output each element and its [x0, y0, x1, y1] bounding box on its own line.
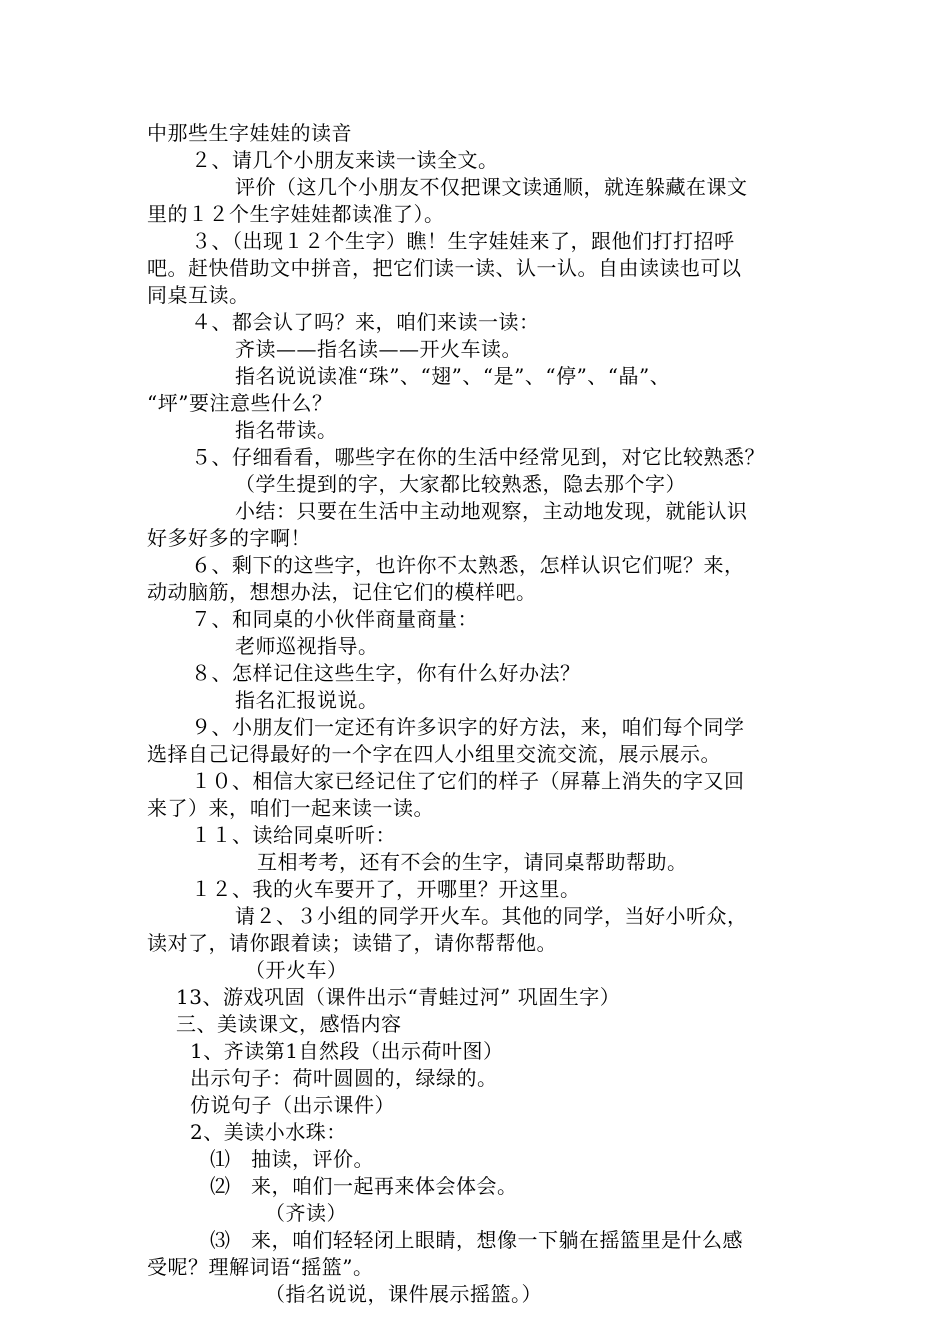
text-line: 来了）来，咱们一起来读一读。	[147, 796, 434, 820]
text-line: 动动脑筋，想想办法，记住它们的模样吧。	[147, 580, 537, 604]
text-line: ３、（出现１２个生字）瞧！生字娃娃来了，跟他们打打招呼	[191, 229, 735, 253]
text-line: 吧。赶快借助文中拼音，把它们读一读、认一认。自由读读也可以	[147, 256, 742, 280]
text-line: ２、请几个小朋友来读一读全文。	[191, 148, 499, 172]
text-line: 齐读——指名读——开火车读。	[235, 337, 522, 361]
text-line: ８、怎样记住这些生字，你有什么好办法？	[191, 661, 581, 685]
text-line: 评价（这几个小朋友不仅把课文读通顺，就连躲藏在课文	[235, 175, 748, 199]
text-line: ６、剩下的这些字，也许你不太熟悉，怎样认识它们呢？来，	[191, 553, 745, 577]
text-line: （学生提到的字，大家都比较熟悉，隐去那个字）	[235, 472, 686, 496]
text-line: 2、美读小水珠：	[190, 1120, 347, 1144]
text-line: 选择自己记得最好的一个字在四人小组里交流交流，展示展示。	[147, 742, 721, 766]
text-line: 仿说句子（出示课件）	[190, 1093, 395, 1117]
text-line: “坪”要注意些什么？	[147, 391, 333, 415]
text-line: 老师巡视指导。	[235, 634, 379, 658]
text-line: ５、仔细看看，哪些字在你的生活中经常见到，对它比较熟悉？	[191, 445, 765, 469]
text-line: 指名带读。	[235, 418, 338, 442]
text-line: １２、我的火车要开了，开哪里？开这里。	[191, 877, 581, 901]
text-line: （开火车）	[245, 958, 348, 982]
text-line: （指名说说，课件展示摇篮。）	[265, 1282, 542, 1306]
text-line: ９、小朋友们一定还有许多识字的好方法，来，咱们每个同学	[191, 715, 745, 739]
text-line: ⑴ 抽读，评价。	[210, 1147, 374, 1171]
text-line: ⑶ 来，咱们轻轻闭上眼睛，想像一下躺在摇篮里是什么感	[210, 1228, 743, 1252]
text-line: 读对了，请你跟着读；读错了，请你帮帮他。	[147, 931, 557, 955]
text-line: 互相考考，还有不会的生字，请同桌帮助帮助。	[257, 850, 688, 874]
text-line: 请２、３小组的同学开火车。其他的同学，当好小听众，	[235, 904, 748, 928]
text-line: 受呢？理解词语“摇篮”。	[147, 1255, 374, 1279]
text-line: １０、相信大家已经记住了它们的样子（屏幕上消失的字又回	[191, 769, 745, 793]
text-line: 小结：只要在生活中主动地观察，主动地发现，就能认识	[235, 499, 748, 523]
text-line: 13、游戏巩固（课件出示“青蛙过河” 巩固生字）	[176, 985, 621, 1009]
text-line: ４、都会认了吗？来，咱们来读一读：	[191, 310, 540, 334]
text-line: 指名说说读准“珠”、“翅”、“是”、“停”、“晶”、	[235, 364, 671, 388]
text-line: 好多好多的字啊！	[147, 526, 311, 550]
text-line: １１、读给同桌听听：	[191, 823, 396, 847]
text-line: 三、美读课文，感悟内容	[176, 1012, 402, 1036]
text-line: 同桌互读。	[147, 283, 250, 307]
text-line: （齐读）	[265, 1201, 347, 1225]
text-line: 中那些生字娃娃的读音	[147, 121, 352, 145]
text-line: ７、和同桌的小伙伴商量商量：	[191, 607, 478, 631]
text-line: 1、齐读第1自然段（出示荷叶图）	[190, 1039, 504, 1063]
text-line: 指名汇报说说。	[235, 688, 379, 712]
text-line: ⑵ 来，咱们一起再来体会体会。	[210, 1174, 518, 1198]
text-line: 出示句子：荷叶圆圆的，绿绿的。	[190, 1066, 498, 1090]
text-line: 里的１２个生字娃娃都读准了）。	[147, 202, 445, 226]
